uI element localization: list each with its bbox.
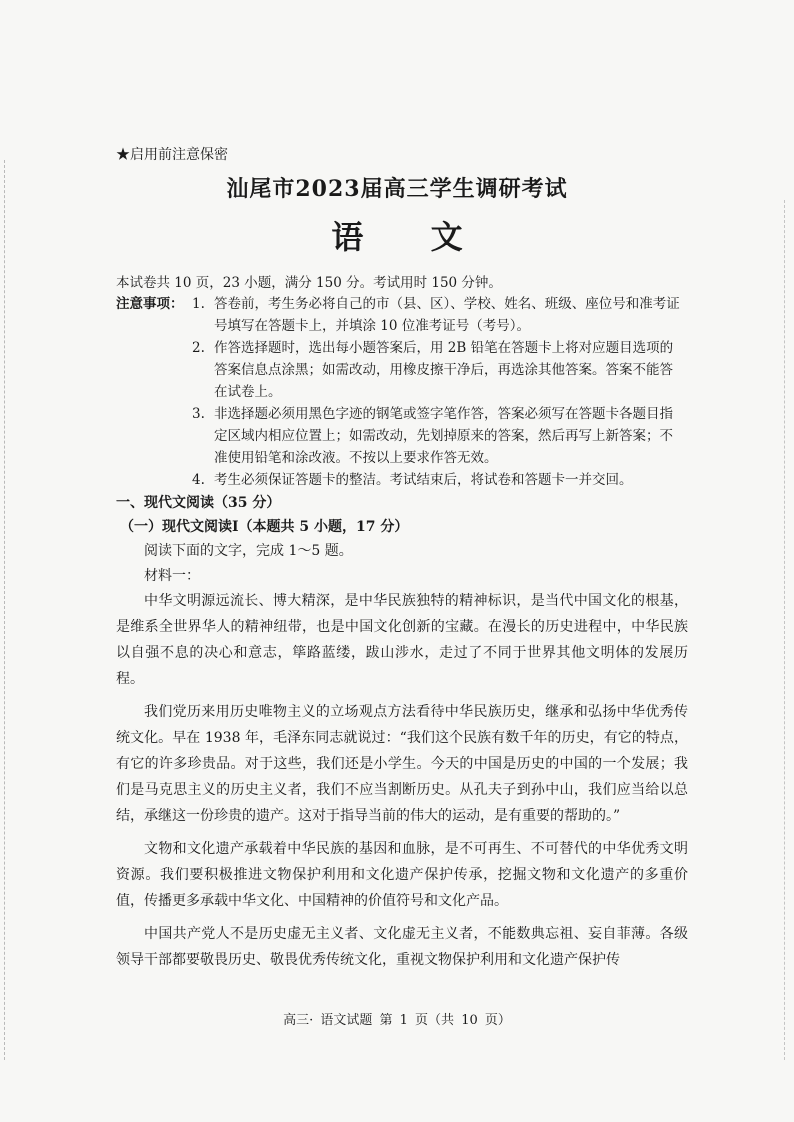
note-item	[116, 337, 686, 403]
notes-block	[116, 293, 686, 491]
note-number: 3.	[192, 406, 205, 422]
material-label: 材料一：	[144, 568, 200, 584]
note-text: 考生必须保证答题卡的整洁。考试结束后，将试卷和答题卡一并交回。	[214, 472, 633, 488]
scan-edge-right	[784, 200, 786, 1060]
note-number: 1.	[192, 296, 205, 312]
note-text: 答卷前，考生务必将自己的市（县、区）、学校、姓名、班级、座位号和准考证号填写在答题卡上，并填涂 10 位准考证号（考号）。	[214, 296, 680, 334]
confidential-mark: ★启用前注意保密	[116, 147, 228, 163]
exam-intro: 本试卷共 10 页，23 小题，满分 150 分。考试用时 150 分钟。	[116, 275, 502, 291]
material-text	[116, 588, 688, 980]
note-text: 作答选择题时，选出每小题答案后，用 2B 铅笔在答题卡上将对应题目选项的答案信息点涂黑；如需改动，用橡皮擦干净后，再选涂其他答案。答案不能答在试卷上。	[214, 340, 674, 400]
notes-label: 注意事项：	[116, 296, 184, 312]
reading-instruction: 阅读下面的文字，完成 1～5 题。	[144, 543, 353, 559]
paragraph: 文物和文化遗产承载着中华民族的基因和血脉，是不可再生、不可替代的中华优秀文明资源。我们要积极推进文物保护利用和文化遗产保护传承，挖掘文物和文化遗产的多重价值，传播更多承载中华文化、中国精神的价值符号和文化产品。	[116, 841, 688, 909]
note-text: 非选择题必须用黑色字迹的钢笔或签字笔作答，答案必须写在答题卡各题目指定区域内相应位置上；如需改动，先划掉原来的答案，然后再写上新答案；不准使用铅笔和涂改液。不按以上要求作答无效。	[214, 406, 673, 466]
note-item	[116, 293, 686, 337]
note-item	[116, 403, 686, 469]
exam-title: 汕尾市2023届高三学生调研考试	[226, 176, 568, 202]
note-item	[116, 469, 686, 491]
paragraph: 中华文明源远流长、博大精深，是中华民族独特的精神标识，是当代中国文化的根基，是维系全世界华人的精神纽带，也是中国文化创新的宝藏。在漫长的历史进程中，中华民族以自强不息的决心和意志，筚路蓝缕，跋山涉水，走过了不同于世界其他文明体的发展历程。	[116, 593, 688, 687]
section-heading: 一、现代文阅读（35 分）	[116, 495, 281, 511]
page-footer: 高三· 语文试题 第 1 页（共 10 页）	[283, 1013, 511, 1028]
subsection-heading: （一）现代文阅读Ⅰ（本题共 5 小题，17 分）	[120, 519, 409, 535]
subject-title: 语 文	[331, 218, 491, 256]
note-number: 2.	[192, 340, 205, 356]
paragraph: 中国共产党人不是历史虚无主义者、文化虚无主义者，不能数典忘祖、妄自菲薄。各级领导干部都要敬畏历史、敬畏优秀传统文化，重视文物保护利用和文化遗产保护传	[116, 926, 688, 968]
scan-edge-left	[4, 160, 6, 1060]
paragraph: 我们党历来用历史唯物主义的立场观点方法看待中华民族历史，继承和弘扬中华优秀传统文化。早在 1938 年，毛泽东同志就说过：“我们这个民族有数千年的历史，有它的特点，有它的许多珍贵品。对于这些，我们还是小学生。今天的中国是历史的中国的一个发展；我们是马克思主义的历史主义者，我们不应当割断历史。从孔夫子到孙中山，我们应当给以总结，承继这一份珍贵的遗产。这对于指导当前的伟大的运动，是有重要的帮助的。”	[116, 704, 688, 824]
note-number: 4.	[192, 472, 205, 488]
